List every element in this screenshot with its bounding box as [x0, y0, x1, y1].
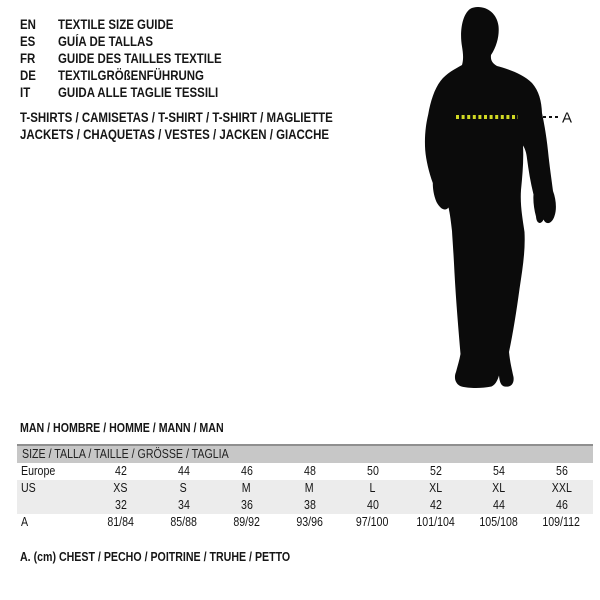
size-cell: 85/88 — [170, 515, 197, 529]
table-row-us — [17, 480, 593, 497]
row-label: Europe — [21, 464, 56, 478]
size-cell: 32 — [114, 498, 127, 512]
size-cell: 52 — [429, 464, 442, 478]
size-cell: L — [369, 481, 376, 495]
language-title: TEXTILE SIZE GUIDE — [58, 17, 174, 32]
size-table-header: SIZE / TALLA / TAILLE / GRÖSSE / TAGLIA — [17, 444, 593, 463]
language-code: ES — [20, 34, 36, 49]
language-row-en — [20, 16, 251, 33]
table-row-chest-a — [17, 514, 593, 531]
language-code: FR — [20, 51, 36, 66]
language-row-fr — [20, 50, 251, 67]
size-cell: 101/104 — [416, 515, 455, 529]
size-cell: S — [179, 481, 188, 495]
table-row-europe — [17, 463, 593, 480]
size-cell: 38 — [303, 498, 316, 512]
language-title: GUIDA ALLE TAGLIE TESSILI — [58, 85, 219, 100]
size-cell: 56 — [555, 464, 568, 478]
category-line-jackets: JACKETS / CHAQUETAS / VESTES / JACKEN / GIACCHE — [20, 127, 330, 142]
size-cell: 46 — [555, 498, 568, 512]
size-cell: 34 — [177, 498, 190, 512]
language-title: GUIDE DES TAILLES TEXTILE — [58, 51, 222, 66]
size-cell: 42 — [114, 464, 127, 478]
size-cell: 50 — [366, 464, 379, 478]
size-cell: 97/100 — [356, 515, 389, 529]
man-silhouette-shape — [425, 7, 556, 388]
category-line-tshirts: T-SHIRTS / CAMISETAS / T-SHIRT / T-SHIRT / MAGLIETTE — [20, 110, 333, 125]
language-title: TEXTILGRÖßENFÜHRUNG — [58, 68, 204, 83]
measure-label-a: A — [562, 109, 573, 127]
language-title: GUÍA DE TALLAS — [58, 34, 153, 49]
measurement-footnote: A. (cm) CHEST / PECHO / POITRINE / TRUHE / PETTO — [20, 550, 291, 564]
language-row-es — [20, 33, 251, 50]
size-cell: 81/84 — [107, 515, 134, 529]
size-cell: 44 — [492, 498, 505, 512]
section-heading-man: MAN / HOMBRE / HOMME / MANN / MAN — [20, 421, 224, 435]
language-row-de — [20, 67, 251, 84]
size-cell: XXL — [551, 481, 572, 495]
size-cell: 44 — [177, 464, 190, 478]
size-cell: 42 — [429, 498, 442, 512]
language-row-it — [20, 84, 251, 101]
size-cell: 109/112 — [542, 515, 581, 529]
size-cell: M — [242, 481, 251, 495]
row-label — [17, 497, 89, 514]
language-code: IT — [20, 85, 31, 100]
man-silhouette-figure — [400, 0, 600, 400]
size-cell: 54 — [492, 464, 505, 478]
size-cell: 48 — [303, 464, 316, 478]
row-label: A — [21, 515, 29, 529]
category-headings — [20, 109, 388, 143]
size-cell: XL — [491, 481, 505, 495]
size-cell: XS — [113, 481, 128, 495]
language-code: DE — [20, 68, 36, 83]
size-cell: 89/92 — [233, 515, 260, 529]
size-cell: M — [305, 481, 314, 495]
size-cell: 105/108 — [479, 515, 518, 529]
table-row-alt-size — [17, 497, 593, 514]
size-cell: XL — [428, 481, 442, 495]
size-cell: 46 — [240, 464, 253, 478]
size-cell: 36 — [240, 498, 253, 512]
language-code: EN — [20, 17, 36, 32]
size-cell: 40 — [366, 498, 379, 512]
language-title-list — [20, 16, 251, 101]
size-cell: 93/96 — [296, 515, 323, 529]
row-label: US — [21, 481, 36, 495]
size-table — [17, 444, 593, 531]
